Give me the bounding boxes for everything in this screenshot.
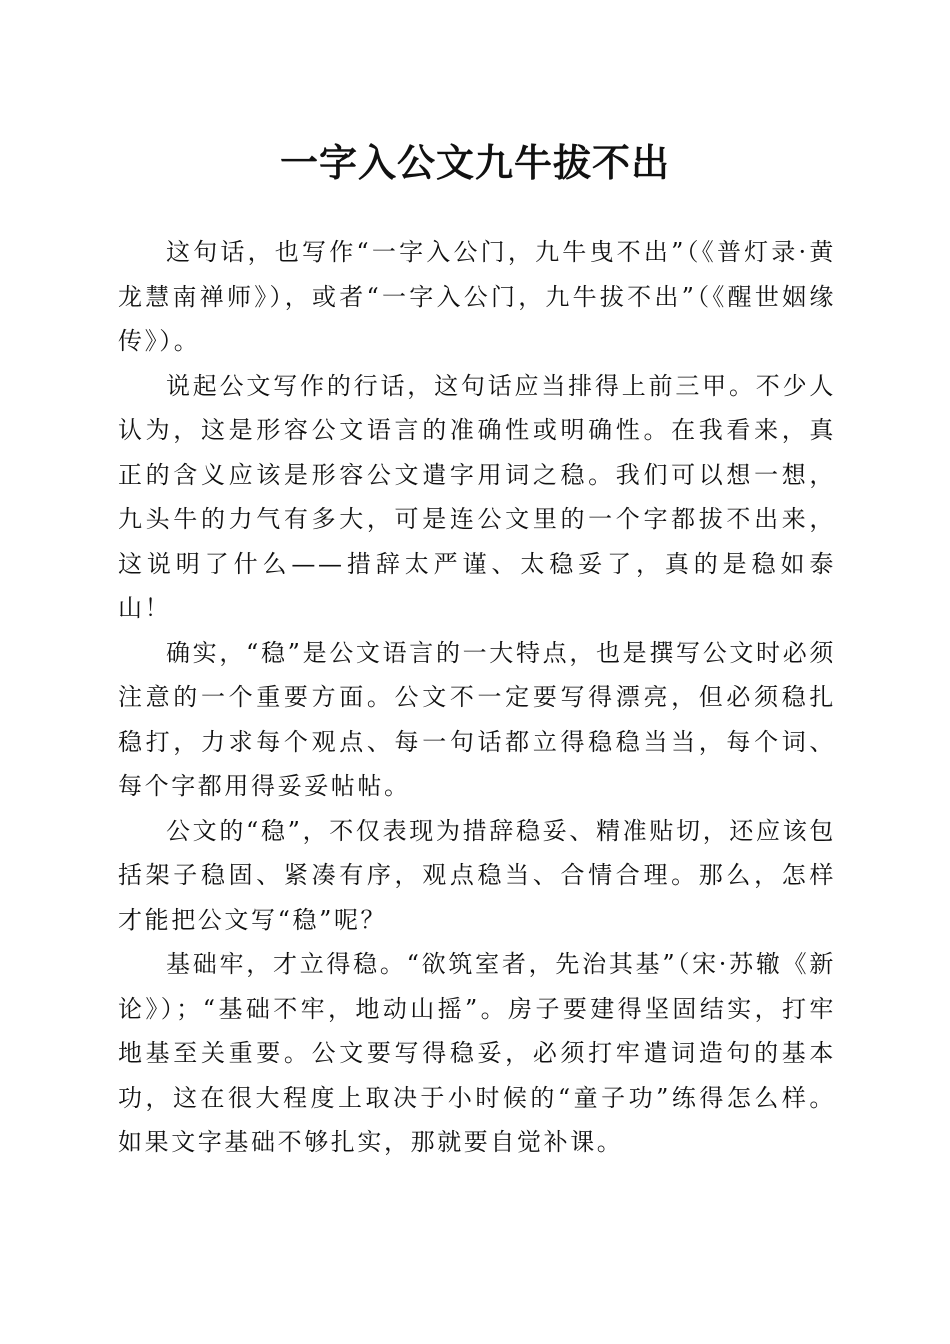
document-body bbox=[118, 230, 836, 1165]
paragraph-4: 公文的“稳”，不仅表现为措辞稳妥、精准贴切，还应该包括架子稳固、紧凑有序，观点稳当、合情合理。那么，怎样才能把公文写“稳”呢？ bbox=[118, 816, 836, 934]
paragraph-1: 这句话，也写作“一字入公门，九牛曳不出”（《普灯录·黄龙慧南禅师》），或者“一字入公门，九牛拔不出”（《醒世姻缘传》）。 bbox=[118, 238, 836, 355]
paragraph-2: 说起公文写作的行话，这句话应当排得上前三甲。不少人认为，这是形容公文语言的准确性或明确性。在我看来，真正的含义应该是形容公文遣字用词之稳。我们可以想一想，九头牛的力气有多大，可是连公文里的一个字都拔不出来，这说明了什么——措辞太严谨、太稳妥了，真的是稳如泰山！ bbox=[118, 371, 836, 622]
paragraph-3: 确实，“稳”是公文语言的一大特点，也是撰写公文时必须注意的一个重要方面。公文不一定要写得漂亮，但必须稳扎稳打，力求每个观点、每一句话都立得稳稳当当，每个词、每个字都用得妥妥帖帖。 bbox=[118, 638, 836, 800]
document-title: 一字入公文九牛拔不出 bbox=[279, 140, 670, 185]
paragraph-5: 基础牢，才立得稳。“欲筑室者，先治其基”（宋·苏辙《新论》）；“基础不牢，地动山摇”。房子要建得坚固结实，打牢地基至关重要。公文要写得稳妥，必须打牢遣词造句的基本功，这在很大程度上取决于小时候的“童子功”练得怎么样。如果文字基础不够扎实，那就要自觉补课。 bbox=[118, 950, 836, 1156]
